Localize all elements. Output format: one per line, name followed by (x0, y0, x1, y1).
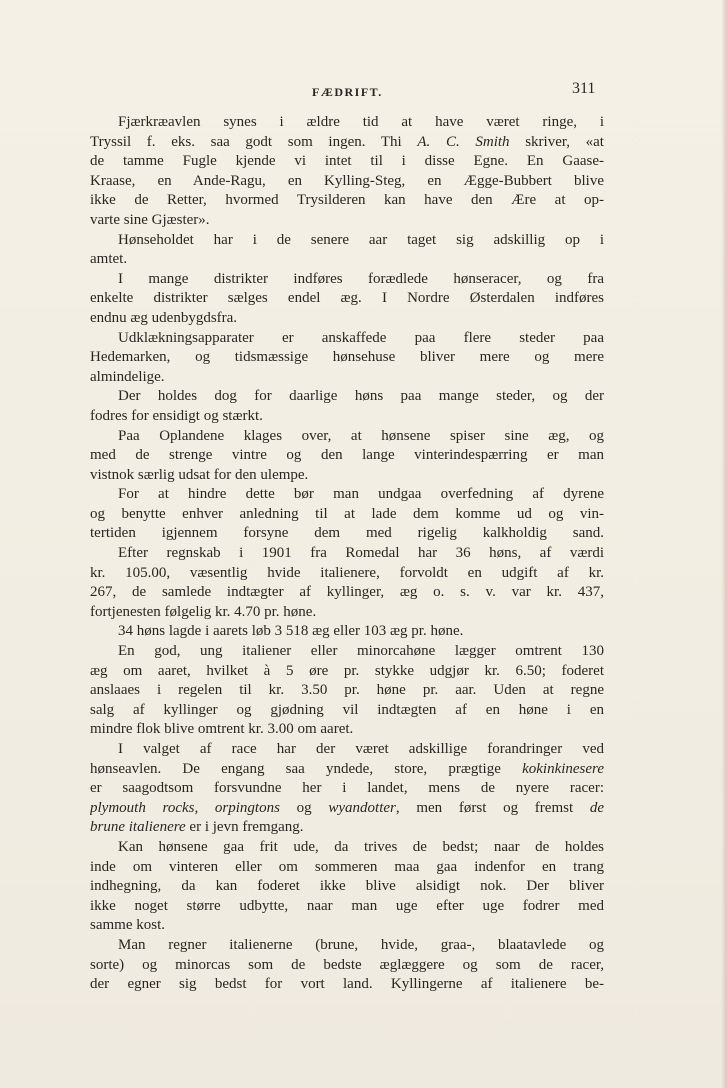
text-run: Man regner italienerne (brune, hvide, graa-, blaatavlede og (118, 936, 604, 953)
text-run: Efter regnskab i 1901 fra Romedal har 36 høns, af værdi (118, 545, 604, 562)
text-run: sorte) og minorcas som de bedste æglæggere og som de racer, (90, 956, 604, 973)
text-line (90, 270, 604, 290)
text-line (90, 956, 604, 976)
text-run: salg af kyllinger og gjødning vil indtægten af en høne i en (90, 701, 604, 718)
text-line (90, 897, 604, 917)
text-line (90, 231, 604, 251)
text-run: kr. 105.00, væsentlig hvide italienere, forvoldt en udgift af kr. (90, 564, 604, 581)
text-line (90, 877, 604, 897)
italic-text-run: brune italienere (90, 819, 186, 836)
text-run: Udklækningsapparater er anskaffede paa flere steder paa (118, 329, 604, 346)
text-run: amtet. (90, 251, 128, 268)
text-run: , men først og fremst (395, 799, 590, 816)
text-line (90, 622, 604, 642)
text-line (90, 740, 604, 760)
text-line (90, 603, 604, 623)
text-line (90, 642, 604, 662)
page-edge-shadow (721, 0, 727, 1088)
text-line (90, 524, 604, 544)
text-line (90, 916, 604, 936)
text-line (90, 505, 604, 525)
text-run: indhegning, da kan foderet ikke blive alsidigt nok. Der bliver (90, 878, 604, 895)
text-line (90, 760, 604, 780)
text-run: der egner sig bedst for vort land. Kyllingerne af italienere be- (90, 976, 604, 993)
text-run: endnu æg udenbygdsfra. (90, 309, 238, 326)
text-line (90, 329, 604, 349)
text-line (90, 858, 604, 878)
text-line (90, 348, 604, 368)
italic-text-run: de (589, 799, 604, 816)
italic-text-run: wyandotter (328, 799, 396, 816)
text-run: enkelte distrikter sælges endel æg. I Nordre Østerdalen indføres (90, 290, 604, 307)
text-run: Kan hønsene gaa frit ude, da trives de bedst; naar de holdes (118, 838, 604, 855)
text-line (90, 720, 604, 740)
body-text (90, 113, 604, 995)
text-run: de tamme Fugle kjende vi intet til i disse Egne. En Gaase- (90, 153, 604, 170)
italic-text-run: plymouth rocks, orpingtons (90, 799, 280, 816)
text-run: I mange distrikter indføres forædlede hønseracer, og fra (118, 270, 604, 287)
text-line (90, 799, 604, 819)
text-run: Der holdes dog for daarlige høns paa mange steder, og der (118, 388, 604, 405)
text-line (90, 662, 604, 682)
text-run: Paa Oplandene klages over, at hønsene spiser sine æg, og (118, 427, 604, 444)
text-run: En god, ung italiener eller minorcahøne lægger omtrent 130 (118, 643, 604, 660)
text-run: og (279, 799, 329, 816)
text-line (90, 191, 604, 211)
italic-text-run: kokinkinesere (522, 760, 604, 777)
text-line (90, 407, 604, 427)
text-run: og benytte enhver anledning til at lade dem komme ud og vin- (90, 505, 604, 522)
text-line (90, 250, 604, 270)
text-run: 267, de samlede indtægter af kyllinger, æg o. s. v. var kr. 437, (90, 584, 604, 601)
text-run: mindre flok blive omtrent kr. 3.00 om aaret. (90, 721, 354, 738)
text-run: med de strenge vintre og den lange vinterindespærring er man (90, 447, 604, 464)
text-run: samme kost. (90, 917, 165, 934)
text-run: inde om vinteren eller om sommeren maa gaa indenfor en trang (90, 858, 604, 875)
text-line (90, 427, 604, 447)
text-line (90, 446, 604, 466)
text-run: er saagodtsom forsvundne her i landet, mens de nyere racer: (90, 780, 604, 797)
page-number: 311 (572, 80, 596, 97)
text-line (90, 133, 604, 153)
text-run: For at hindre dette bør man undgaa overfedning af dyrene (118, 486, 604, 503)
text-line (90, 779, 604, 799)
text-run: tertiden igjennem forsyne dem med rigelig kalkholdig sand. (90, 525, 604, 542)
text-line (90, 936, 604, 956)
text-run: Kraase, en Ande-Ragu, en Kylling-Steg, en Ægge-Bubbert blive (90, 172, 604, 189)
text-run: fortjenesten følgelig kr. 4.70 pr. høne. (90, 603, 317, 620)
text-run: hønseavlen. De engang saa yndede, store, prægtige (90, 760, 523, 777)
text-line (90, 113, 604, 133)
text-line (90, 309, 604, 329)
text-run: æg om aaret, hvilket à 5 øre pr. stykke udgjør kr. 6.50; foderet (90, 662, 604, 679)
text-run: er i jevn fremgang. (185, 819, 304, 836)
text-line (90, 583, 604, 603)
text-line (90, 838, 604, 858)
text-line (90, 681, 604, 701)
text-run: 34 høns lagde i aarets løb 3 518 æg eller 103 æg pr. høne. (118, 623, 464, 640)
text-run: Hønseholdet har i de senere aar taget sig adskillig op i (118, 231, 604, 248)
text-line (90, 289, 604, 309)
italic-text-run: A. C. Smith (417, 133, 510, 150)
text-line (90, 818, 604, 838)
text-run: Tryssil f. eks. saa godt som ingen. Thi (90, 133, 418, 150)
text-line (90, 172, 604, 192)
text-line (90, 975, 604, 995)
text-run: Hedemarken, og tidsmæssige hønsehuse bliver mere og mere (90, 349, 604, 366)
text-run: Fjærkræavlen synes i ældre tid at have været ringe, i (118, 114, 604, 130)
text-line (90, 701, 604, 721)
text-line (90, 211, 604, 231)
text-run: ikke noget større udbytte, naar man uge efter uge fodrer med (90, 897, 604, 914)
text-line (90, 564, 604, 584)
running-head: FÆDRIFT. (312, 85, 383, 99)
text-run: ikke de Retter, hvormed Trysilderen kan have den Ære at op- (90, 192, 604, 209)
text-line (90, 485, 604, 505)
text-run: vistnok særlig udsat for den ulempe. (90, 466, 309, 483)
text-run: almindelige. (90, 368, 165, 385)
text-line (90, 466, 604, 486)
text-line (90, 544, 604, 564)
text-run: I valget af race har der været adskillige forandringer ved (118, 741, 604, 757)
text-run: fodres for ensidigt og stærkt. (90, 407, 263, 424)
text-run: skriver, «at (509, 133, 604, 150)
text-run: anslaaes i regelen til kr. 3.50 pr. høne pr. aar. Uden at regne (90, 682, 604, 699)
text-line (90, 387, 604, 407)
text-line (90, 368, 604, 388)
text-line (90, 152, 604, 172)
text-run: varte sine Gjæster». (90, 211, 210, 228)
